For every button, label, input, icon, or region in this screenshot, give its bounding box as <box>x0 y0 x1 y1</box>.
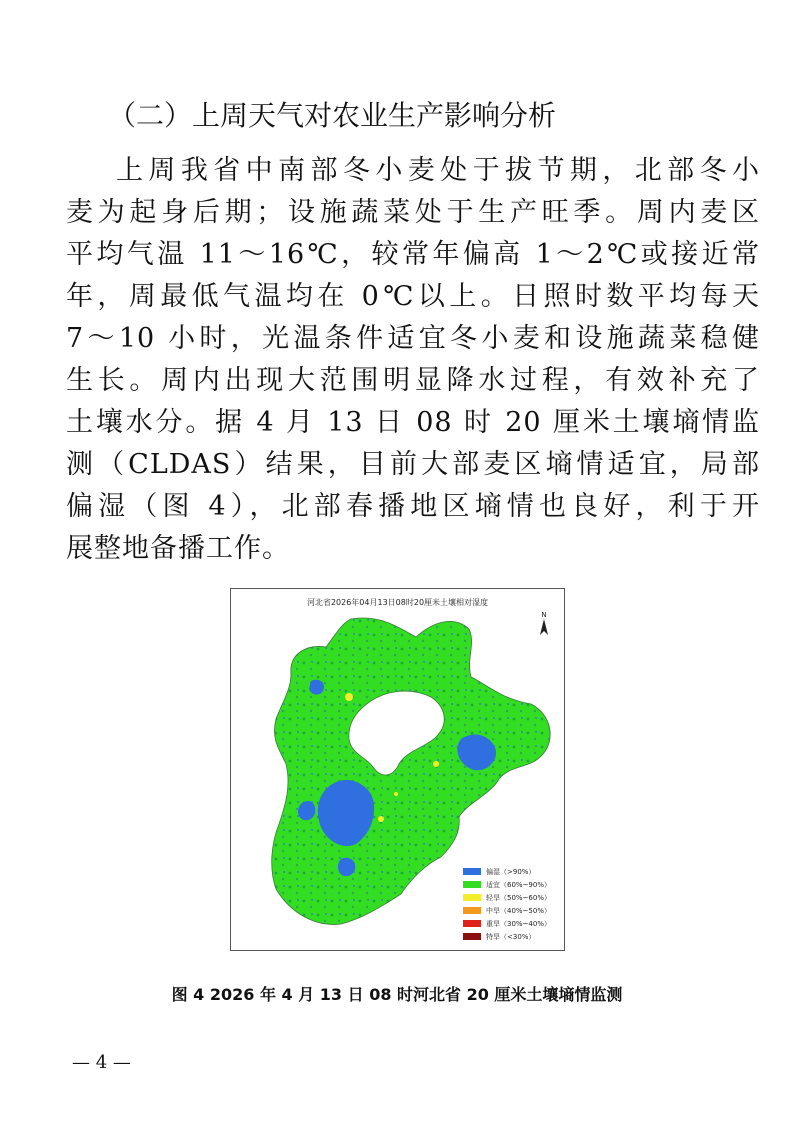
legend-item <box>463 878 551 891</box>
paragraph-line: 土壤水分。据 4 月 13 日 08 时 20 厘米土壤墒情监 <box>66 407 760 438</box>
legend-item <box>463 904 551 917</box>
paragraph-line: 上周我省中南部冬小麦处于拔节期，北部冬小 <box>116 155 760 186</box>
paragraph-line: 平均气温 11～16℃，较常年偏高 1～2℃或接近常 <box>66 239 760 270</box>
legend-swatch <box>463 933 481 940</box>
paragraph-line: 测（CLDAS）结果，目前大部麦区墒情适宜，局部 <box>66 449 760 480</box>
body-paragraph <box>66 150 760 570</box>
legend-swatch <box>463 881 481 888</box>
paragraph-line: 麦为起身后期；设施蔬菜处于生产旺季。周内麦区 <box>66 197 760 228</box>
legend-label: 适宜（60%~90%） <box>486 880 551 889</box>
figure-caption: 图 4 2026 年 4 月 13 日 08 时河北省 20 厘米土壤墒情监测 <box>171 985 623 1004</box>
legend-label: 重旱（30%~40%） <box>486 919 551 928</box>
wet-area-patch <box>309 680 324 695</box>
legend-label: 偏湿（>90%） <box>486 867 536 876</box>
legend-swatch <box>463 868 481 875</box>
legend-item <box>463 865 551 878</box>
legend-label: 特旱（<30%） <box>486 932 536 941</box>
dry-area-speck <box>394 792 398 796</box>
paragraph-line: 7～10 小时，光温条件适宜冬小麦和设施蔬菜稳健 <box>66 323 760 354</box>
soil-moisture-map-figure <box>230 588 565 951</box>
dry-area-speck <box>378 816 384 822</box>
legend-item <box>463 891 551 904</box>
map-legend <box>463 865 551 943</box>
paragraph-line: 年，周最低气温均在 0℃以上。日照时数平均每天 <box>66 281 760 312</box>
legend-swatch <box>463 920 481 927</box>
legend-swatch <box>463 894 481 901</box>
legend-item <box>463 930 551 943</box>
legend-item <box>463 917 551 930</box>
section-heading: （二）上周天气对农业生产影响分析 <box>108 99 557 132</box>
dry-area-speck <box>433 761 439 767</box>
legend-swatch <box>463 907 481 914</box>
page-number: — 4 — <box>72 1052 131 1073</box>
paragraph-line: 偏湿（图 4），北部春播地区墒情也良好，利于开 <box>66 491 760 522</box>
legend-label: 轻旱（50%~60%） <box>486 893 551 902</box>
north-label: N <box>541 611 547 619</box>
legend-label: 中旱（40%~50%） <box>486 906 551 915</box>
paragraph-line: 生长。周内出现大范围明显降水过程，有效补充了 <box>66 365 760 396</box>
map-title: 河北省2026年04月13日08时20厘米土壤相对湿度 <box>306 598 489 607</box>
north-arrow-icon <box>540 619 548 635</box>
paragraph-line: 展整地备播工作。 <box>66 533 290 564</box>
dry-area-speck <box>345 693 353 701</box>
